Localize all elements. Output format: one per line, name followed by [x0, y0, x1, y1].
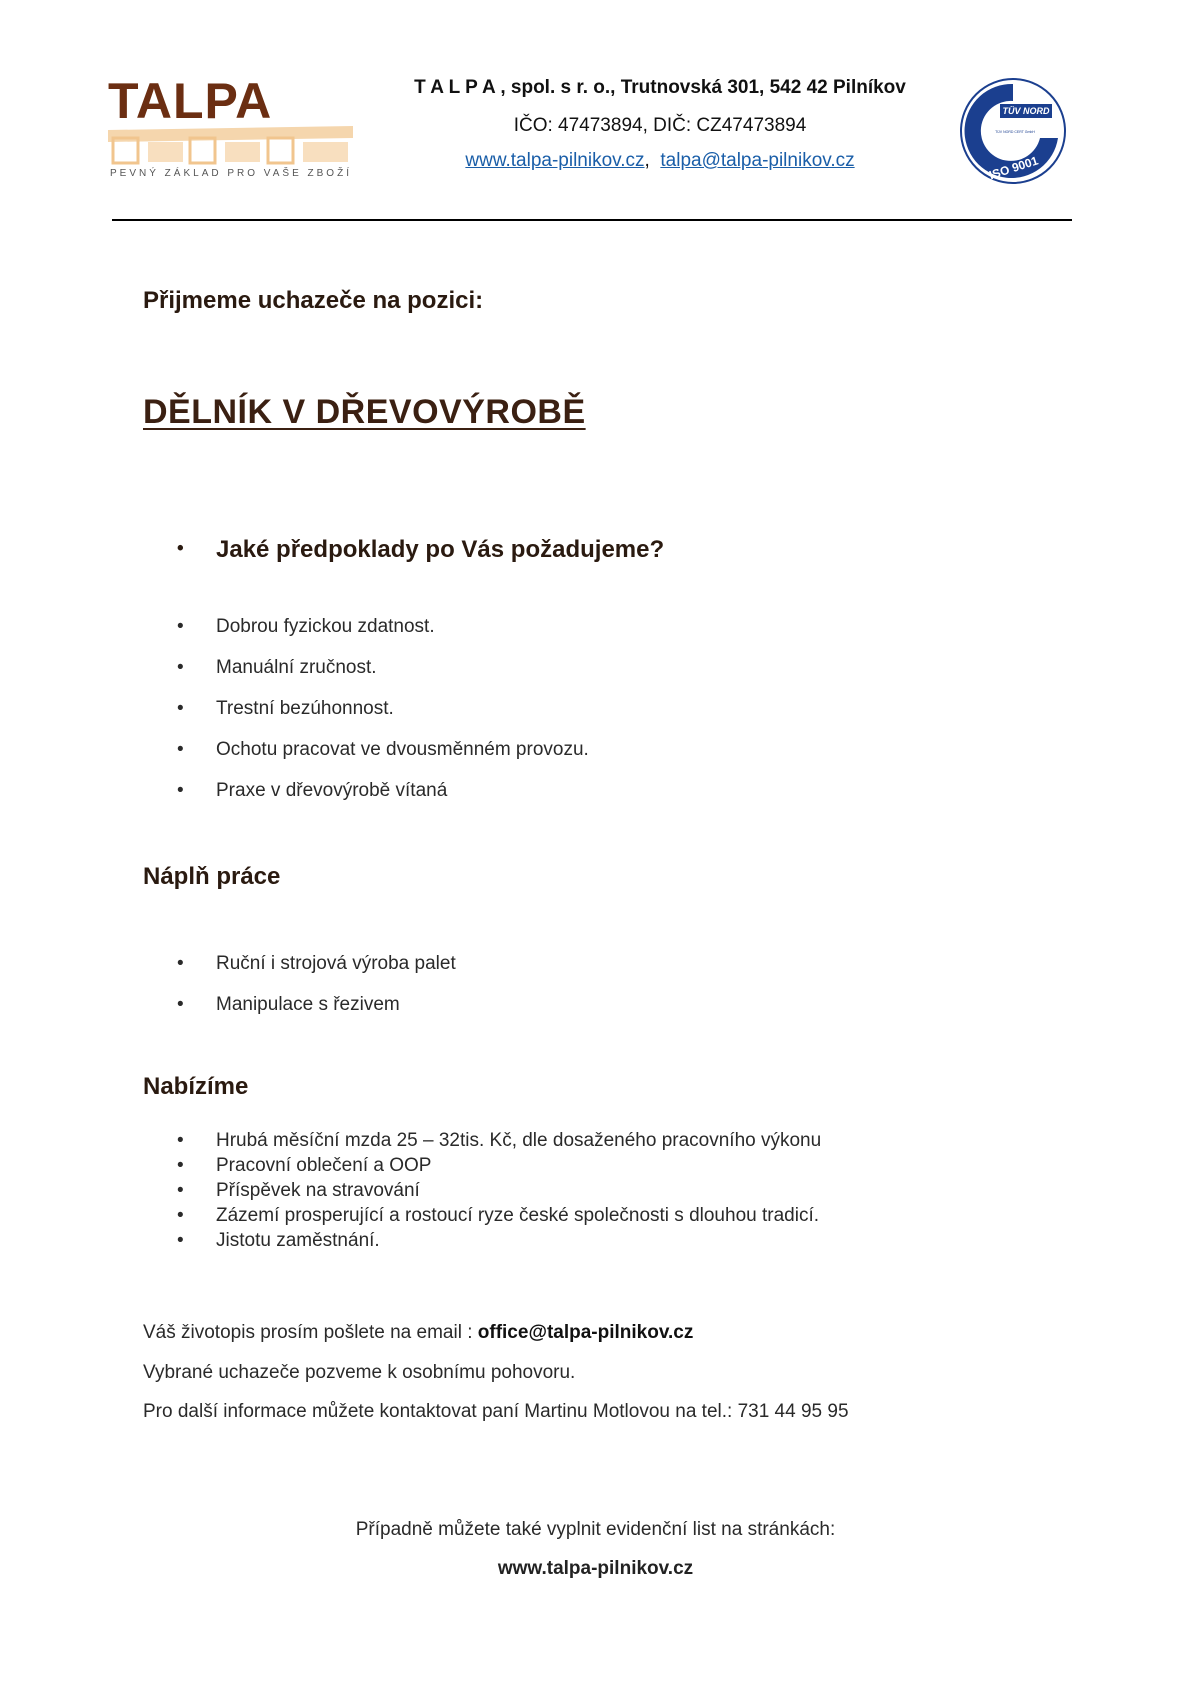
list-item-text: Manipulace s řezivem — [216, 994, 400, 1015]
list-item — [175, 739, 589, 780]
iso-mid-text: TÜV NORD CERT GmbH — [995, 130, 1035, 134]
logo-tagline: PEVNÝ ZÁKLAD PRO VAŠE ZBOŽÍ — [110, 168, 352, 179]
bullet: • — [177, 657, 184, 678]
list-item — [175, 1155, 821, 1180]
bullet: • — [177, 538, 184, 559]
bullet: • — [177, 780, 184, 801]
company-contacts — [380, 148, 940, 174]
bullet: • — [177, 1230, 184, 1251]
list-item — [175, 994, 456, 1035]
company-info — [380, 76, 940, 174]
list-item-text: Jistotu zaměstnání. — [216, 1230, 380, 1251]
list-item — [175, 616, 589, 657]
job-title: DĚLNÍK V DŘEVOVÝROBĚ — [143, 393, 586, 431]
requirements-list — [175, 616, 589, 821]
bullet: • — [177, 739, 184, 760]
list-item — [175, 953, 456, 994]
bullet: • — [177, 698, 184, 719]
talpa-logo — [108, 73, 353, 186]
list-item — [175, 1130, 821, 1155]
iso-bottom-text: ISO 9001 — [987, 153, 1040, 183]
list-item — [175, 1205, 821, 1230]
list-item-text: Ochotu pracovat ve dvousměnném provozu. — [216, 739, 589, 760]
footer-note: Případně můžete také vyplnit evidenční list na stránkách: — [355, 1519, 836, 1540]
website-link[interactable]: www.talpa-pilnikov.cz — [465, 150, 645, 171]
bullet: • — [177, 953, 184, 974]
list-item — [175, 657, 589, 698]
list-item-text: Trestní bezúhonnost. — [216, 698, 394, 719]
bullet: • — [177, 994, 184, 1015]
list-item-text: Ruční i strojová výroba palet — [216, 953, 456, 974]
company-ids: IČO: 47473894, DIČ: CZ47473894 — [513, 115, 807, 136]
question-text: Jaké předpoklady po Vás požadujeme? — [216, 536, 665, 563]
requirements-question — [175, 536, 664, 564]
cv-prefix: Váš životopis prosím pošlete na email : — [143, 1322, 478, 1343]
list-item — [175, 1180, 821, 1205]
list-item-text: Dobrou fyzickou zdatnost. — [216, 616, 435, 637]
bullet: • — [177, 616, 184, 637]
duties-heading: Náplň práce — [143, 863, 281, 890]
offer-heading: Nabízíme — [143, 1073, 249, 1100]
list-item-text: Hrubá měsíční mzda 25 – 32tis. Kč, dle dosaženého pracovního výkonu — [216, 1130, 822, 1151]
list-item-text: Pracovní oblečení a OOP — [216, 1155, 432, 1176]
bullet: • — [177, 1205, 184, 1226]
offer-list — [175, 1130, 821, 1255]
logo-wordmark: TALPA — [108, 73, 273, 129]
cv-instruction — [143, 1322, 693, 1344]
contact-info: Pro další informace můžete kontaktovat paní Martinu Motlovou na tel.: 731 44 95 95 — [143, 1401, 849, 1422]
list-item-text: Příspěvek na stravování — [216, 1180, 420, 1201]
interview-note: Vybrané uchazeče pozveme k osobnímu pohovoru. — [143, 1362, 576, 1383]
iso-9001-badge — [958, 76, 1068, 186]
footer-site[interactable]: www.talpa-pilnikov.cz — [497, 1558, 694, 1579]
duties-list — [175, 953, 456, 1035]
iso-top-text: TÜV NORD — [1002, 106, 1050, 116]
cv-email[interactable]: office@talpa-pilnikov.cz — [477, 1322, 694, 1343]
list-item — [175, 698, 589, 739]
list-item-text: Manuální zručnost. — [216, 657, 377, 678]
list-item-text: Praxe v dřevovýrobě vítaná — [216, 780, 448, 801]
list-item — [175, 780, 589, 821]
list-item — [175, 1230, 821, 1255]
company-address: T A L P A , spol. s r. o., Trutnovská 301, 542 42 Pilníkov — [414, 77, 906, 98]
bullet: • — [177, 1180, 184, 1201]
header-divider — [112, 219, 1072, 221]
email-link[interactable]: talpa@talpa-pilnikov.cz — [660, 150, 855, 171]
logo-pallet-icon — [108, 126, 353, 166]
lead-heading: Přijmeme uchazeče na pozici: — [143, 287, 484, 314]
contacts-separator: , — [644, 150, 650, 171]
bullet: • — [177, 1130, 184, 1151]
bullet: • — [177, 1155, 184, 1176]
list-item-text: Zázemí prosperující a rostoucí ryze české společnosti s dlouhou tradicí. — [216, 1205, 819, 1226]
